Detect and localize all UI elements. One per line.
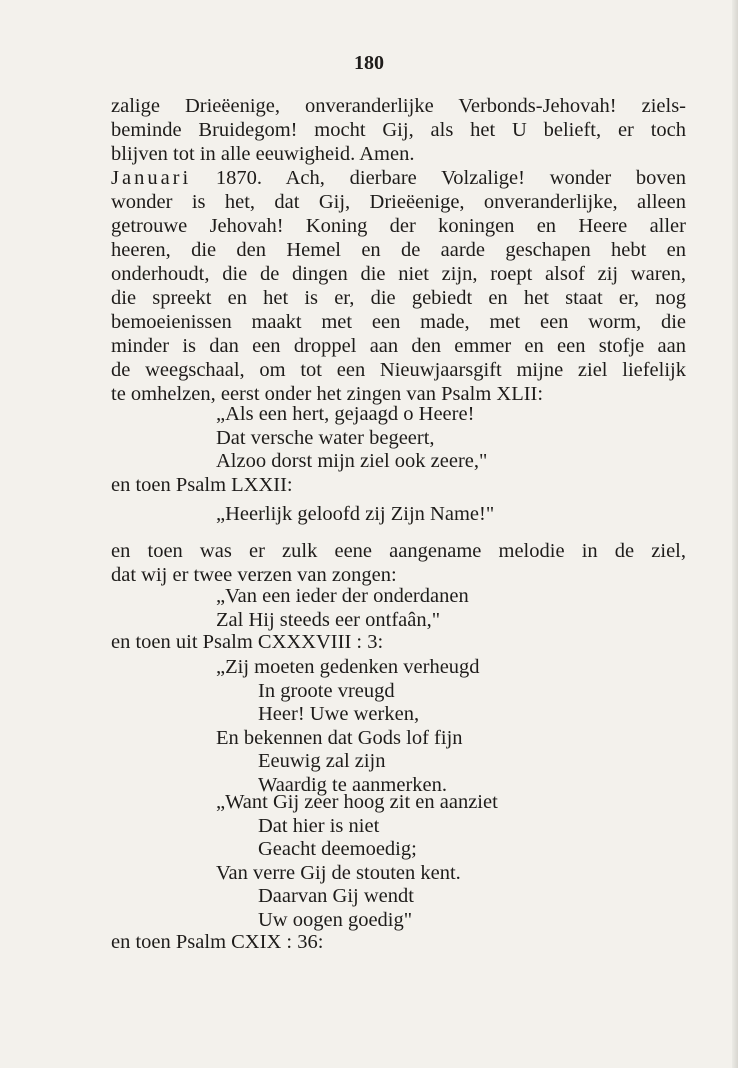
text-line: te omhelzen, eerst onder het zingen van Psalm XLII: [111,383,544,405]
verse-line: Daarvan Gij wendt [258,885,414,907]
psalm-72-line [111,473,686,497]
paragraph-2 [111,166,686,406]
text-line: en toen uit Psalm CXXXVIII : 3: [111,631,384,653]
verse-line: Uw oogen goedig" [258,908,413,931]
text-line: en toen Psalm CXIX : 36: [111,931,324,953]
text-line: heeren, die den Hemel en de aarde geschapen hebt en [111,239,686,261]
page-number: 180 [354,52,384,74]
quote-line: Zal Hij steeds eer ontfaân," [216,608,441,631]
verse-line: Waardig te aanmerken. [258,773,448,796]
quote-line: „Heerlijk geloofd zij Zijn Name!" [216,503,495,525]
text-line: zalige Drieëenige, onveranderlijke Verbonds-Jehovah! ziels- [111,95,686,117]
verse-line: Van verre Gij de stouten kent. [216,861,461,884]
psalm-119-line [111,930,686,954]
verse-line: In groote vreugd [258,679,395,702]
text-line: beminde Bruidegom! mocht Gij, als het U belieft, er toch [111,119,686,141]
verse-2 [216,791,498,932]
text-line: getrouwe Jehovah! Koning der koningen en Heere aller [111,215,686,237]
quote-onderdanen [216,585,469,632]
quote-psalm-72 [216,503,494,527]
verse-line: Eeuwig zal zijn [258,750,386,772]
psalm-138-line [111,630,686,654]
verse-line: En bekennen dat Gods lof fijn [216,726,463,749]
quote-psalm-42 [216,403,487,474]
page-edge [732,0,738,1068]
quote-line: Alzoo dorst mijn ziel ook zeere," [216,450,488,472]
first-line-rest: 1870. Ach, dierbare Volzalige! wonder boven [191,167,686,189]
paragraph-1 [111,94,686,166]
verse-1 [216,656,480,797]
quote-line: Dat versche water begeert, [216,426,435,449]
date-word: Januari [111,167,192,189]
text-line: dat wij er twee verzen van zongen: [111,564,397,586]
paragraph-3 [111,539,686,587]
text-line: onderhoudt, die de dingen die niet zijn, roept alsof zij waren, [111,263,686,285]
text-line: minder is dan een droppel aan den emmer en een stofje aan [111,335,686,357]
verse-line: „Want Gij zeer hoog zit en aanziet [216,791,498,813]
verse-line: Heer! Uwe werken, [258,703,420,725]
quote-line: „Als een hert, gejaagd o Heere! [216,403,475,425]
text-line: en toen Psalm LXXII: [111,474,293,496]
verse-line: Geacht deemoedig; [258,838,417,860]
quote-line: „Van een ieder der onderdanen [216,585,469,607]
text-line: wonder is het, dat Gij, Drieëenige, onveranderlijke, alleen [111,191,686,213]
text-line: blijven tot in alle eeuwigheid. Amen. [111,143,415,165]
text-line: die spreekt en het is er, die gebiedt en het staat er, nog [111,287,686,309]
text-line: en toen was er zulk eene aangename melodie in de ziel, [111,540,686,562]
text-line: bemoeienissen maakt met een made, met een worm, die [111,311,686,333]
text-line: de weegschaal, om tot een Nieuwjaarsgift mijne ziel liefelijk [111,359,686,381]
verse-line: Dat hier is niet [258,814,380,837]
verse-line: „Zij moeten gedenken verheugd [216,656,480,678]
text-line [111,166,686,190]
